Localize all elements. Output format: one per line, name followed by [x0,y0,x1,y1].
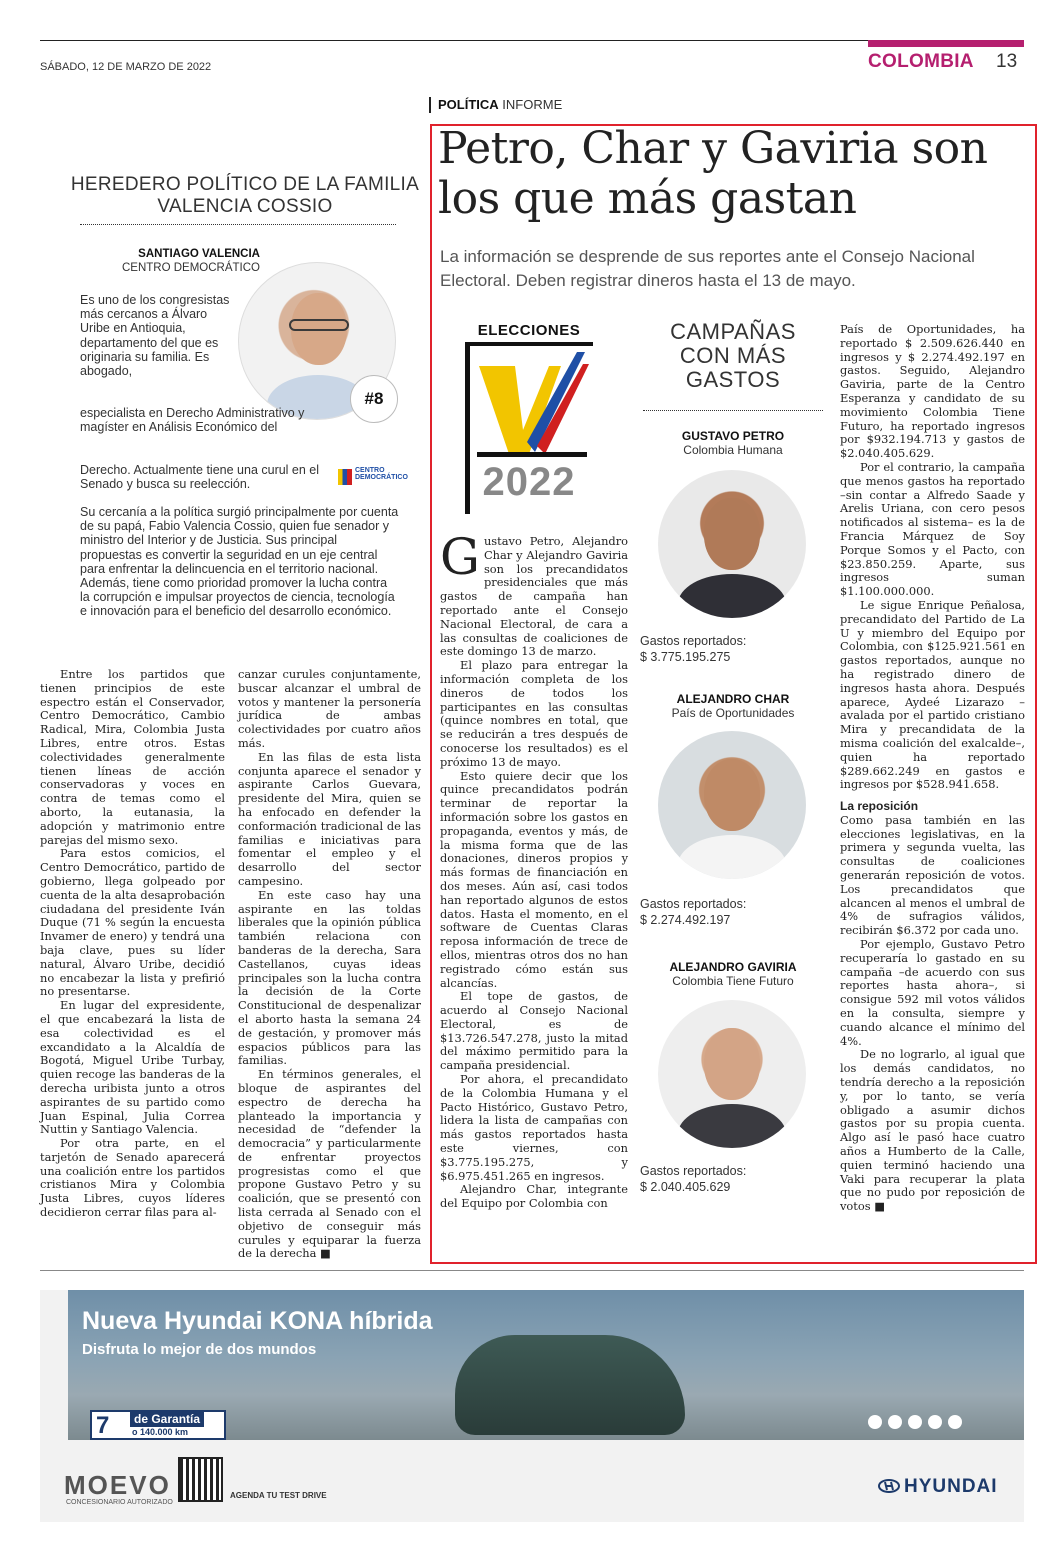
kicker [438,97,562,112]
section-bar [868,40,1024,47]
headline: Petro, Char y Gaviria son los que más gastan [438,123,988,224]
sidebar-body-1: Es uno de los congresistas más cercanos a Álvaro Uribe en Antioquia, departamento del que es originaria su familia. Es abogado, [80,293,230,379]
profile-name: SANTIAGO VALENCIA [138,248,260,260]
party-logo-text: CENTRO DEMOCRÁTICO [355,467,408,481]
elecciones-year: 2022 [482,460,576,504]
candidate-name-petro: GUSTAVO PETRO [681,429,785,443]
expense-value-gaviria: $ 2.040.405.629 [640,1180,731,1194]
page-number: 13 [996,51,1018,72]
feature-icon [908,1415,922,1429]
paragraph: Entre los partidos que tienen principios de este espectro están el Conservador, Centro Democrático, Cambio Radical, Mira, Colombia Justa Libres, entre otros. Estas colectividades generalmente tienen líneas de acción conservadoras y voces en contra de temas como el aborto, la eutanasia, la adopción y matrimonio entre parejas del mismo sexo. [40,667,225,847]
section-name: COLOMBIA [868,51,974,72]
profile-number-badge: #8 [350,375,398,423]
ad-subtitle: Disfruta lo mejor de dos mundos [82,1341,317,1358]
ad-feature-icons [868,1415,978,1431]
campaigns-heading: CAMPAÑAS CON MÁS GASTOS [670,319,796,392]
expense-value-char: $ 2.274.492.197 [640,913,731,927]
elecciones-title: ELECCIONES [477,322,581,339]
lead-text: ustavo Petro, Alejandro Char y Alejandro Gaviria son los precandidatos presidenciales que más gastos de campaña han reportado ante el Consejo Nacional Electoral, de cara a las consultas de coaliciones de este domingo 13 de marzo. [440,534,628,659]
left-column-1 [40,668,225,1220]
middle-column [440,528,628,1211]
sidebar-body-3: Derecho. Actualmente tiene una curul en el Senado y busca su reelección. [80,463,320,492]
paragraph: canzar curules conjuntamente, buscar alcanzar el umbral de votos y mantener la personería jurídica de ambas colectividades por cuatro años más. [238,667,421,750]
paragraph: De no lograrlo, al igual que los demás candidatos, no tendría derecho a la reposición y, por lo tanto, se vería obligado a asumir dichos gastos por su propia cuenta. Algo así le pasó hace cuatro años a Humberto de la Calle, quien terminó haciendo una Vaki para recuperar la plata que no pudo por reposición de votos ■ [840,1047,1025,1214]
expense-label: Gastos reportados: [640,634,747,648]
paragraph: Esto quiere decir que los quince precandidatos podrán terminar de reportar la información sobre los gastos en propaganda, eventos y más, de la misma forma que de las donaciones, dineros propios y más formas de financiación en dos meses. Aún así, casi todos han reportado algunos de estos datos. Hasta el momento, en el software de Cuentas Claras reposa información de trece de ellos, mientras otros dos no han registrado cómo están sus alcancías. [440,768,628,990]
test-drive-cta: AGENDA TU TEST DRIVE [230,1491,327,1500]
sidebar-body-4: Su cercanía a la política surgió principalmente por cuenta de su papá, Fabio Valencia Cossio, quien fue senador y ministro del Interior y de Justicia. Sus principal propuestas es convertir la seguridad en un eje central para enfrentar la delincuencia en el territorio nacional. Además, tiene como prioridad promover la lucha contra la corrupción e impulsar proyectos de ciencia, tecnología e innovación para el beneficio del desarrollo económico. [80,505,399,619]
feature-icon [888,1415,902,1429]
sidebar-rule [80,224,396,225]
candidate-name-char: ALEJANDRO CHAR [676,692,790,706]
paragraph: El plazo para entregar la información completa de los dineros de todos los participantes en las consultas (quince nombres en total, que se reducirán a tres después de conocerse los resultados) es el próximo 13 de mayo. [440,658,628,769]
candidate-photo-gaviria [658,1000,806,1148]
car-image [455,1335,685,1435]
paragraph: Por otra parte, en el tarjetón de Senado aparecerá una coalición entre los partidos cristianos Mira y Colombia Justa Libres, cuyos líderes decidieron cerrar filas para al- [40,1136,225,1220]
kicker-label: POLÍTICA [438,97,499,112]
ad-rule [40,1270,1024,1271]
expense-label: Gastos reportados: [640,897,747,911]
paragraph: En este caso hay una aspirante en las toldas liberales que la opinión pública también relaciona con banderas de la derecha, Sara Castellanos, cuyas ideas principales son la lucha contra la decisión de la Corte Constitucional de despenalizar el aborto hasta la semana 24 de gestación, y promover más espacios públicos para las familias. [238,887,421,1068]
qr-code-icon[interactable] [178,1457,223,1502]
subheading: La reposición [840,799,919,814]
kicker-sub: INFORME [502,97,563,112]
party-logo [338,467,408,489]
dealer-subtitle: CONCESIONARIO AUTORIZADO [66,1499,173,1506]
hyundai-logo [878,1476,998,1498]
candidate-name-gaviria: ALEJANDRO GAVIRIA [669,960,797,974]
paragraph: Por ahora, el precandidato de la Colombia Humana y el Pacto Histórico, Gustavo Petro, lidera la lista de campañas con más gastos reportados hasta este viernes, con $3.775.195.275, y $6.975.451.265 en ingresos. [440,1072,628,1183]
hyundai-wordmark: HYUNDAI [904,1476,998,1497]
dropcap: G [440,528,480,586]
expense-label: Gastos reportados: [640,1164,747,1178]
candidate-party-char: País de Oportunidades [671,706,795,720]
deck: La información se desprende de sus reportes ante el Consejo Nacional Electoral. Deben registrar dineros hasta el 13 de mayo. [440,247,975,290]
right-column [840,323,1025,1214]
paragraph: Alejandro Char, integrante del Equipo por Colombia con [440,1182,628,1211]
candidate-party-gaviria: Colombia Tiene Futuro [672,974,794,988]
hyundai-emblem-icon [878,1479,900,1493]
candidate-photo-petro [658,470,806,618]
paragraph: En las filas de esta lista conjunta aparece el senador y aspirante Carlos Guevara, presidente del Mira, quien se ha enfocado en defender la conformación tradicional de las familias e iniciativas para fomentar el empleo y el desarrollo del sector campesino. [238,749,421,888]
expense-value-petro: $ 3.775.195.275 [640,650,731,664]
warranty-years: 7 [96,1412,110,1439]
dealer-logo: MOEVO [64,1470,171,1500]
paragraph: El tope de gastos, de acuerdo al Consejo Nacional Electoral, es de $13.726.547.278, justo la mitad del máximo permitido para la campaña presidencial. [440,989,628,1073]
kicker-bar [429,97,431,113]
warranty-km: o 140.000 km [132,1427,189,1437]
paragraph: En lugar del expresidente, el que encabezará la lista de esa colectividad es el excandidato a la Alcaldía de Bogotá, Miguel Uribe Turbay, quien recoge las banderas de la derecha uribista junto a otros aspirantes de su partido como Juan Espinal, Julia Correa Nuttin y Santiago Valencia. [40,998,225,1137]
feature-icon [868,1415,882,1429]
candidate-party-petro: Colombia Humana [683,443,783,457]
paragraph: Como pasa también en las elecciones legislativas, en la primera y segunda vuelta, las consultas de coaliciones generarán reposición de votos. Los precandidatos que alcancen al menos el umbral de 4% de sufragios válidos, recibirán $6.372 por cada uno. [840,812,1025,938]
issue-date: SÁBADO, 12 DE MARZO DE 2022 [40,61,212,73]
paragraph: País de Oportunidades, ha reportado $ 2.509.626.440 en ingresos y $ 2.274.492.197 en gastos. Seguido, Alejandro Gaviria, parte de la Centro Esperanza y candidato de su movimiento Colombia Tiene Futuro, ha reportado ingresos por $932.194.713 y gastos de $2.040.405.629. [840,322,1025,461]
lead-paragraph [440,528,628,659]
warranty-label: de Garantía [130,1411,204,1427]
profile-party: CENTRO DEMOCRÁTICO [122,262,260,274]
paragraph: Le sigue Enrique Peñalosa, precandidato del Partido de La U y miembro del Equipo por Colombia, con $125.921.561 en gastos reportados, aunque no ha registrado dinero de ingresos hasta ahora. Después aparece, Aydeé Lizarazo –avalada por el partido cristiano Mira y precandidata de la misma coalición del exalcalde–, quien ha reportado $289.662.249 en gastos e ingresos por $528.941.658. [840,597,1025,792]
paragraph: Por ejemplo, Gustavo Petro recuperaría lo gastado en su campaña –de acuerdo con sus reportes hasta ahora–, si consigue 592 mil votos válidos en la consulta, siempre y cuando alcance el mínimo del 4%. [840,937,1025,1048]
feature-icon [928,1415,942,1429]
paragraph: Para estos comicios, el Centro Democrático, partido de gobierno, llega golpeado por cuenta de la alta desaprobación ciudadana del presidente Iván Duque (71 % según la encuesta Invamer de enero) y tendrá una baja clave, pues su líder natural, Álvaro Uribe, decidió no encabezar la lista y prefirió no presentarse. [40,846,225,999]
campaigns-rule [643,410,823,411]
candidate-photo-char [658,731,806,879]
feature-icon [948,1415,962,1429]
sidebar-heading: HEREDERO POLÍTICO DE LA FAMILIA VALENCIA COSSIO [70,174,420,217]
left-column-2 [238,668,421,1261]
paragraph: Por el contrario, la campaña que menos gastos ha reportado –sin contar a Alfredo Saade y Arelis Uriana, con cero pesos notificados al sistema– es la de Francia Márquez de Soy Porque Somos y el Pacto, con $23.850.259. Aparte, sus ingresos suman $1.100.000.000. [840,459,1025,599]
sidebar-body-2: especialista en Derecho Administrativo y magíster en Análisis Económico del [80,406,305,435]
paragraph: En términos generales, el bloque de aspirantes del espectro de derecha ha planteado la importancia y necesidad de “defender la democracia” y particularmente de enfrentar proyectos progresistas como el que propone Gustavo Petro y su coalición, que se presentó con lista cerrada al Senado con el objetivo de conseguir más curules y equiparar la fuerza de la derecha ■ [238,1067,421,1261]
ad-title: Nueva Hyundai KONA híbrida [82,1307,433,1335]
